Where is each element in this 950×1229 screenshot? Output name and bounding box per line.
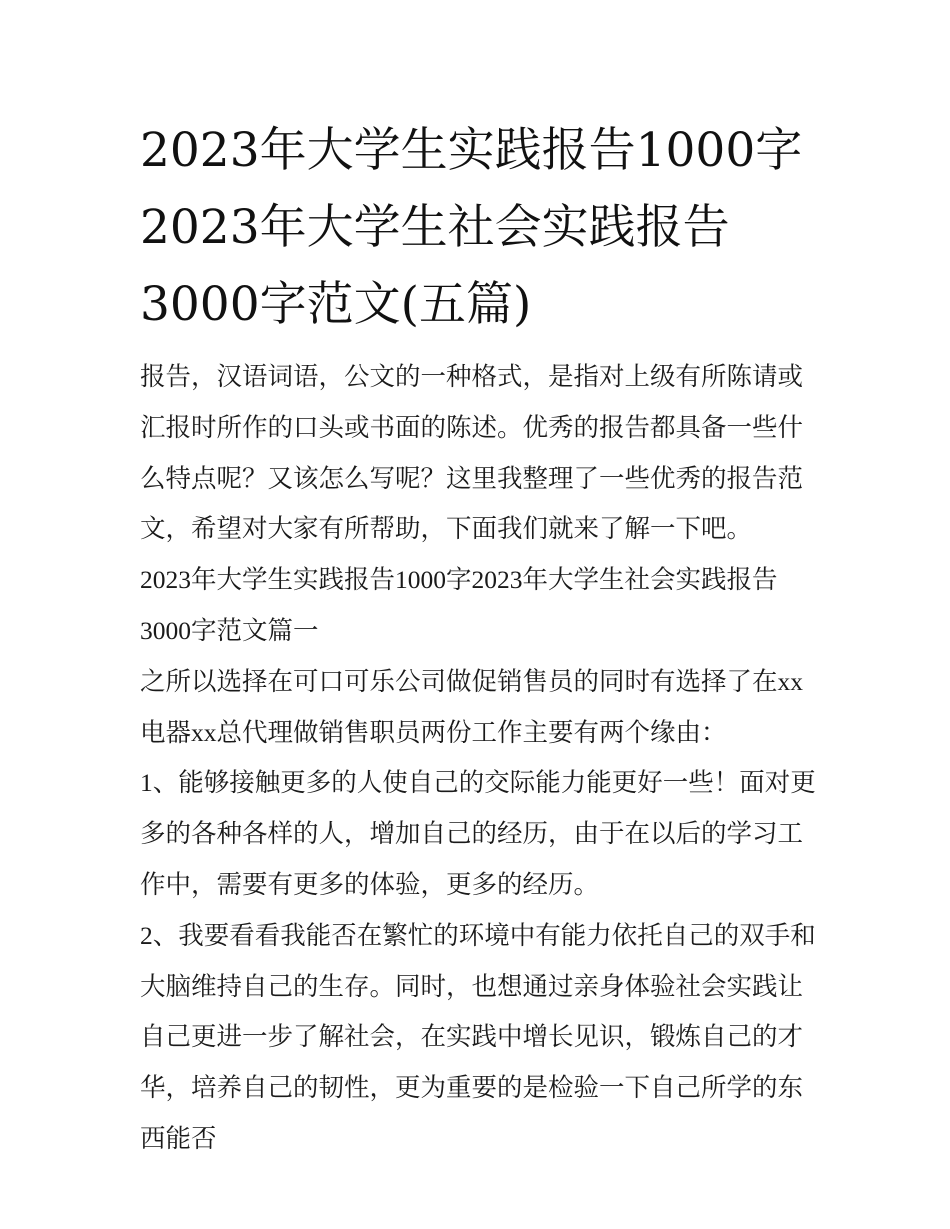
list-item-1: 1、能够接触更多的人使自己的交际能力能更好一些！面对更多的各种各样的人，增加自己的经历，由于在以后的学习工作中，需要有更多的体验，更多的经历。 [140,768,816,899]
body-paragraph: 之所以选择在可口可乐公司做促销售员的同时有选择了在xx电器xx总代理做销售职员两份工作主要有两个缘由： [140,666,804,747]
intro-paragraph: 报告，汉语词语，公文的一种格式，是指对上级有所陈请或汇报时所作的口头或书面的陈述。优秀的报告都具备一些什么特点呢？又该怎么写呢？这里我整理了一些优秀的报告范文，希望对大家有所帮助，下面我们就来了解一下吧。 [140,362,804,544]
document-body [140,352,820,1165]
list-item-2: 2、我要看看我能否在繁忙的环境中有能力依托自己的双手和大脑维持自己的生存。同时，也想通过亲身体验社会实践让自己更进一步了解社会，在实践中增长见识，锻炼自己的才华，培养自己的韧性，更为重要的是检验一下自己所学的东西能否 [140,920,816,1153]
section-heading: 2023年大学生实践报告1000字2023年大学生社会实践报告3000字范文篇一 [140,565,778,645]
document-title: 2023年大学生实践报告1000字2023年大学生社会实践报告3000字范文(五篇) [140,123,803,332]
